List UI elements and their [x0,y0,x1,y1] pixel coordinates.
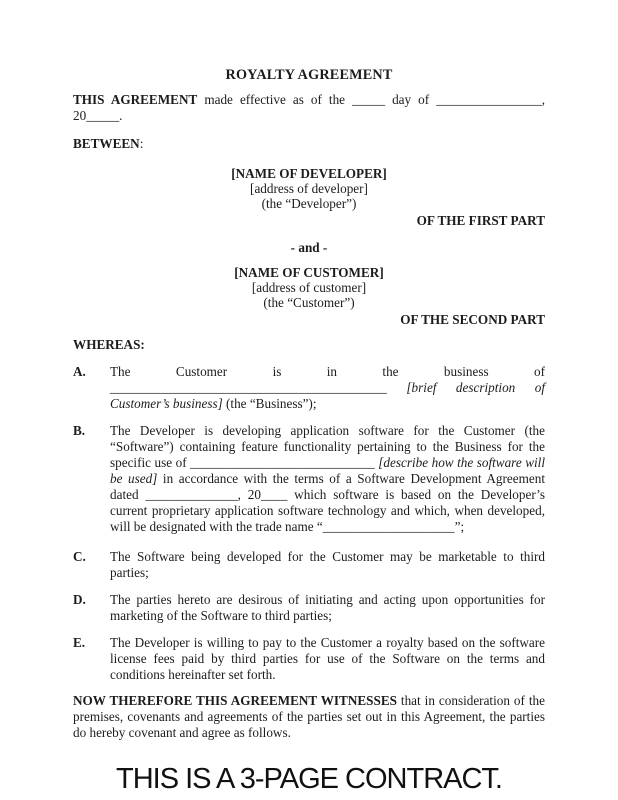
recital-c-letter: C. [73,549,86,564]
party-customer [73,265,545,310]
recital-e-letter: E. [73,635,86,650]
second-part-label: OF THE SECOND PART [400,312,545,327]
recital-e [73,635,545,683]
developer-name: [NAME OF DEVELOPER] [231,166,387,181]
recital-b [73,423,545,535]
developer-alias: (the “Developer”) [261,196,357,211]
customer-name: [NAME OF CUSTOMER] [234,265,384,280]
and-separator: - and - [290,240,328,255]
intro-paragraph [73,92,545,124]
recital-a [73,364,545,412]
whereas-label: WHEREAS: [73,337,145,352]
intro-lead: THIS AGREEMENT [73,92,198,107]
document-title: ROYALTY AGREEMENT [225,67,393,83]
recital-e-body: The Developer is willing to pay to the Customer a royalty based on the software license fees paid by third parties for use of the Software on the terms and conditions hereinafter set forth. [110,635,545,682]
page-count-note: THIS IS A 3-PAGE CONTRACT. [116,763,502,795]
party-developer [73,166,545,211]
closing-lead: NOW THEREFORE THIS AGREEMENT WITNESSES [73,693,397,708]
customer-alias: (the “Customer”) [263,295,355,310]
closing-rest: that in consideration of the premises, covenants and agreements of the parties set out in this Agreement, the parties do hereby covenant and agree as follows. [73,693,545,740]
recital-c [73,549,545,581]
first-part-label: OF THE FIRST PART [416,213,545,228]
recital-d [73,592,545,624]
recital-b-letter: B. [73,423,86,438]
between-label: BETWEEN: [73,136,144,151]
recital-d-body: The parties hereto are desirous of initiating and acting upon opportunities for marketing of the Software to third parties; [110,592,545,623]
recital-c-body: The Software being developed for the Customer may be marketable to third parties; [110,549,545,580]
developer-address: [address of developer] [250,181,368,196]
recital-a-letter: A. [73,364,86,379]
recital-a-body: The Customer is in the business of __________________________________________ [brief description of Customer’s business] (the “Business”); [110,364,546,411]
closing-paragraph [73,693,545,741]
recital-d-letter: D. [73,592,86,607]
intro-rest: made effective as of the _____ day of ________________, 20_____. [73,92,545,123]
customer-address: [address of customer] [251,280,367,295]
recital-b-body: The Developer is developing application software for the Customer (the “Software”) containing feature functionality pertaining to the Business for the specific use of ____________________________ [describe how the software will be used] in accordance with the terms of a Software Development Agreement dated ______________, 20____ which software is based on the Developer’s current proprietary application software technology and which, when developed, will be designated with the trade name “____________________”; [110,423,545,534]
